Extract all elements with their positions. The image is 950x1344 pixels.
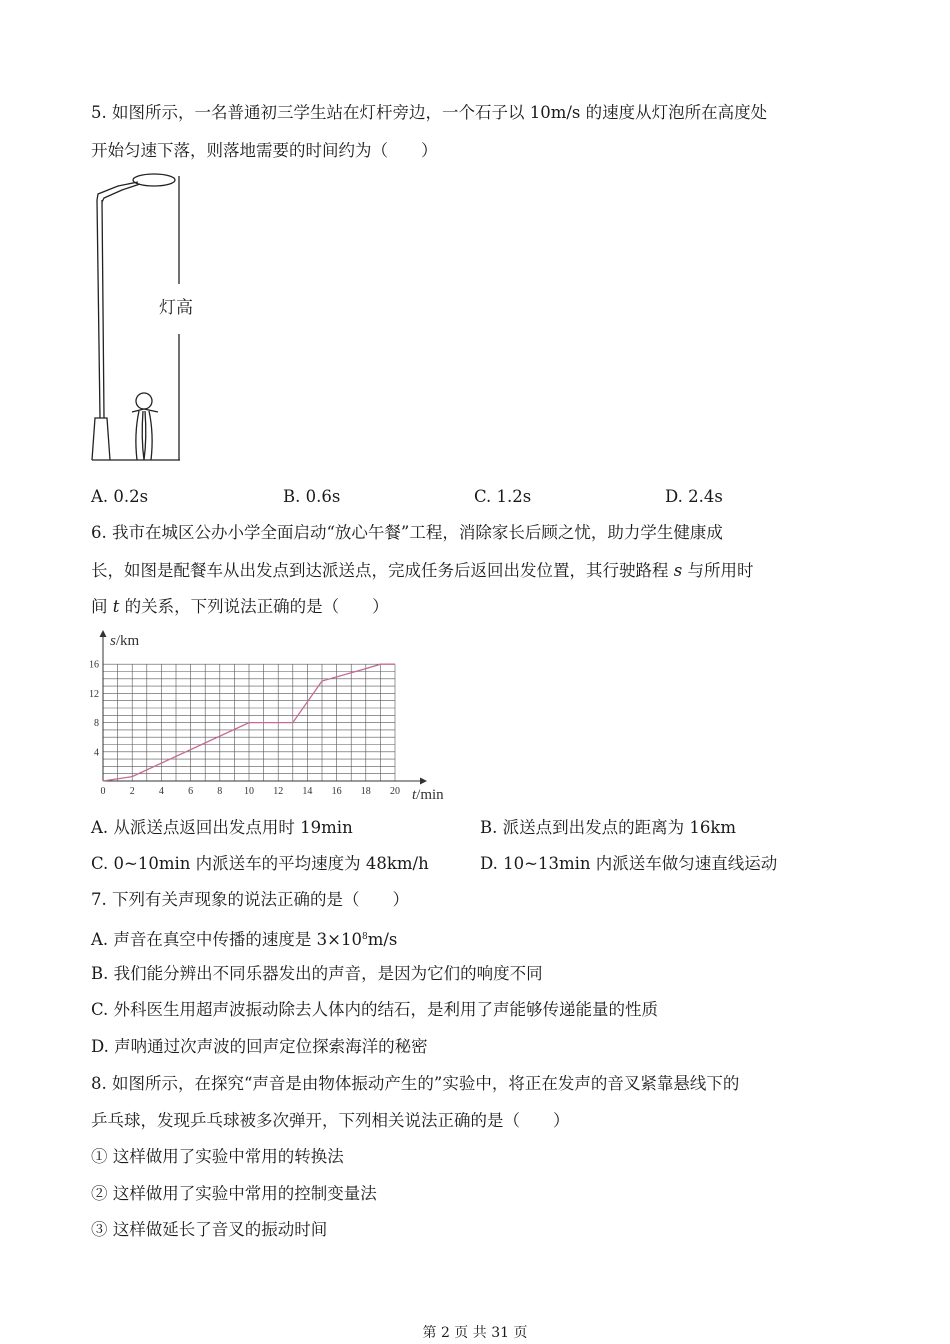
page-footer: 第 2 页 共 31 页 [422,1325,528,1341]
q5-option-d: D. 2.4s [665,487,723,506]
x-axis-arrow [420,778,427,785]
y-tick-label: 12 [89,688,99,700]
q7-option-b: B. 我们能分辨出不同乐器发出的声音，是因为它们的响度不同 [91,964,543,983]
q6-option-c: C. 0~10min 内派送车的平均速度为 48km/h [91,854,429,873]
x-tick-label: 4 [158,786,164,797]
q6-option-a: A. 从派送点返回出发点用时 19min [91,818,353,837]
q5-stem-line1: 5. 如图所示，一名普通初三学生站在灯杆旁边，一个石子以 10m/s 的速度从灯泡所在高度处 [91,103,768,122]
lamp-pole [97,200,100,418]
q6-option-b: B. 派送点到出发点的距离为 16km [480,818,736,837]
q6-stem-line3: 间 t 的关系，下列说法正确的是（ ） [91,597,389,616]
q8-item-2: ② 这样做用了实验中常用的控制变量法 [91,1184,377,1203]
x-tick-label: 0 [100,786,106,797]
street-lamp-figure [88,172,198,464]
student-figure [132,393,158,460]
y-tick-label: 16 [89,659,99,671]
s-t-chart [84,628,464,806]
lamp-height-label: 灯高 [159,298,193,318]
q7-stem: 7. 下列有关声现象的说法正确的是（ ） [91,890,409,909]
q6-stem-line1: 6. 我市在城区公办小学全面启动“放心午餐”工程，消除家长后顾之忧，助力学生健康成 [91,523,723,542]
y-tick-label: 8 [94,718,99,730]
y-axis-label: s/km [110,633,140,649]
q8-item-3: ③ 这样做延长了音叉的振动时间 [91,1220,328,1239]
q7-option-c: C. 外科医生用超声波振动除去人体内的结石，是利用了声能够传递能量的性质 [91,1000,659,1019]
y-tick-label: 4 [94,747,99,759]
x-tick-label: 18 [360,786,371,797]
chart-ticks [89,660,400,797]
lamp-bulb [133,174,175,186]
q8-stem-line1: 8. 如图所示，在探究“声音是由物体振动产生的”实验中，将正在发声的音叉紧靠悬线下的 [91,1074,740,1093]
x-tick-label: 8 [217,786,223,797]
x-tick-label: 10 [244,786,254,797]
q8-stem-line2: 乒乓球，发现乒乓球被多次弹开，下列相关说法正确的是（ ） [91,1111,570,1130]
y-axis-arrow [100,630,107,637]
x-tick-label: 2 [129,786,135,797]
lamp-arm [97,182,138,200]
q8-item-1: ① 这样做用了实验中常用的转换法 [91,1147,344,1166]
x-tick-label: 16 [331,786,342,797]
x-axis-label: t/min [412,787,444,803]
x-tick-label: 14 [302,786,313,797]
q5-option-a: A. 0.2s [91,487,149,506]
q5-option-c: C. 1.2s [474,487,532,506]
q5-option-b: B. 0.6s [283,487,341,506]
q7-option-a: A. 声音在真空中传播的速度是 $3\times 10^8m/s$ [91,930,398,949]
q7-option-d: D. 声呐通过次声波的回声定位探索海洋的秘密 [91,1037,428,1056]
x-tick-label: 6 [188,786,194,797]
chart-axes [100,630,428,785]
lamp-base [92,418,110,460]
q6-option-d: D. 10~13min 内派送车做匀速直线运动 [480,854,778,873]
x-tick-label: 12 [273,786,284,797]
q5-stem-line2: 开始匀速下落，则落地需要的时间约为（ ） [91,141,438,160]
q6-stem-line2: 长，如图是配餐车从出发点到达派送点，完成任务后返回出发位置，其行驶路程 s 与所用时 [91,561,754,580]
x-tick-label: 20 [390,786,400,797]
